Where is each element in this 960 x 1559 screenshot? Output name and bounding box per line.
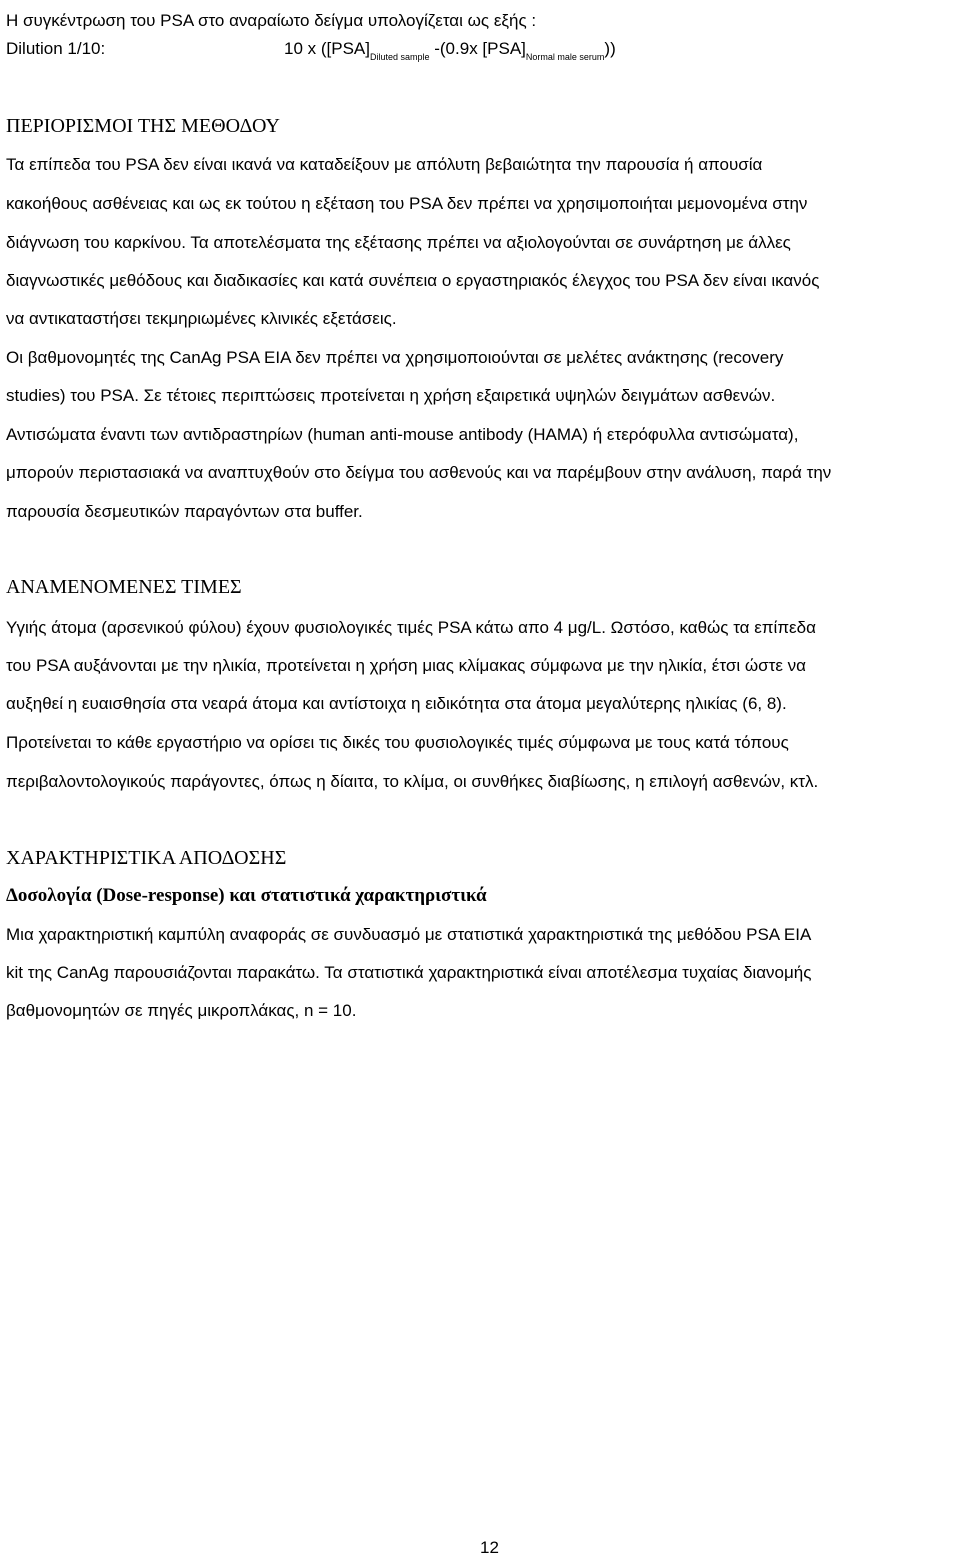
- expected-values-line: Υγιής άτομα (αρσενικού φύλου) έχουν φυσιολογικές τιμές PSA κάτω απο 4 μg/L. Ωστόσο, καθώς τα επίπεδα: [6, 618, 816, 637]
- formula-label: Dilution 1/10:: [6, 39, 106, 58]
- formula-part-3: )): [604, 39, 616, 58]
- formula-part-2: -(0.9x [PSA]: [429, 39, 526, 58]
- limitations-line: studies) του PSA. Σε τέτοιες περιπτώσεις προτείνεται η χρήση εξαιρετικά υψηλών δειγμάτων ασθενών.: [6, 386, 776, 405]
- formula-expression: [284, 39, 616, 62]
- limitations-line: μπορούν περιστασιακά να αναπτυχθούν στο δείγμα του ασθενούς και να παρέμβουν στην ανάλυση, παρά την: [6, 463, 832, 482]
- performance-heading: ΧΑΡΑΚΤΗΡΙΣΤΙΚΑ ΑΠΟΔΟΣΗΣ: [6, 847, 287, 869]
- expected-values-line: αυξηθεί η ευαισθησία στα νεαρά άτομα και αντίστοιχα η ειδικότητα στα άτομα μεγαλύτερης ηλικίας (6, 8).: [6, 694, 787, 713]
- performance-line: Μια χαρακτηριστική καμπύλη αναφοράς σε συνδυασμό με στατιστικά χαρακτηριστικά της μεθόδου PSA EIA: [6, 925, 812, 944]
- limitations-line: Τα επίπεδα του PSA δεν είναι ικανά να καταδείξουν με απόλυτη βεβαιώτητα την παρουσία ή απουσία: [6, 155, 763, 174]
- performance-line: kit της CanAg παρουσιάζονται παρακάτω. Τα στατιστικά χαρακτηριστικά είναι αποτέλεσμα τυχαίας διανομής: [6, 963, 812, 982]
- formula-subscript-1: Diluted sample: [369, 52, 430, 62]
- limitations-line: διάγνωση του καρκίνου. Τα αποτελέσματα της εξέτασης πρέπει να αξιολογούνται σε συνάρτηση με άλλες: [6, 233, 791, 252]
- limitations-line: να αντικαταστήσει τεκμηριωμένες κλινικές εξετάσεις.: [6, 309, 397, 328]
- limitations-line: Αντισώματα έναντι των αντιδραστηρίων (human anti-mouse antibody (HAMA) ή ετερόφυλλα αντισώματα),: [6, 425, 799, 444]
- expected-values-heading: ΑΝΑΜΕΝΟΜΕΝΕΣ ΤΙΜΕΣ: [6, 576, 242, 598]
- intro-line: Η συγκέντρωση του PSA στο αναραίωτο δείγμα υπολογίζεται ως εξής :: [6, 11, 537, 30]
- limitations-line: διαγνωστικές μεθόδους και διαδικασίες και κατά συνέπεια ο εργαστηριακός έλεγχος του PSA δεν είναι ικανός: [6, 271, 820, 290]
- expected-values-line: του PSA αυξάνονται με την ηλικία, προτείνεται η χρήση μιας κλίμακας σύμφωνα με την ηλικία, έτσι ώστε να: [6, 656, 806, 675]
- formula-subscript-2: Normal male serum: [525, 52, 605, 62]
- expected-values-line: Προτείνεται το κάθε εργαστήριο να ορίσει τις δικές του φυσιολογικές τιμές σύμφωνα με τους κατά τόπους: [6, 733, 789, 752]
- dose-response-subheading: Δοσολογία (Dose-response) και στατιστικά χαρακτηριστικά: [6, 885, 487, 906]
- performance-line: βαθμονομητών σε πηγές μικροπλάκας, n = 10.: [6, 1001, 357, 1020]
- limitations-line: Οι βαθμονομητές της CanAg PSA EIA δεν πρέπει να χρησιμοποιούνται σε μελέτες ανάκτησης (recovery: [6, 348, 784, 367]
- limitations-line: κακοήθους ασθένειας και ως εκ τούτου η εξέταση του PSA δεν πρέπει να χρησιμοποιήται μεμονομένα στην: [6, 194, 808, 213]
- page-number: 12: [480, 1538, 499, 1557]
- limitations-line: παρουσία δεσμευτικών παραγόντων στα buffer.: [6, 502, 363, 521]
- limitations-heading: ΠΕΡΙΟΡΙΣΜΟΙ ΤΗΣ ΜΕΘΟΔΟΥ: [6, 115, 280, 137]
- formula-part-1: 10 x ([PSA]: [284, 39, 370, 58]
- expected-values-line: περιβαλοντολογικούς παράγοντες, όπως η δίαιτα, το κλίμα, οι συνθήκες διαβίωσης, η επιλογή ασθενών, κτλ.: [6, 772, 819, 791]
